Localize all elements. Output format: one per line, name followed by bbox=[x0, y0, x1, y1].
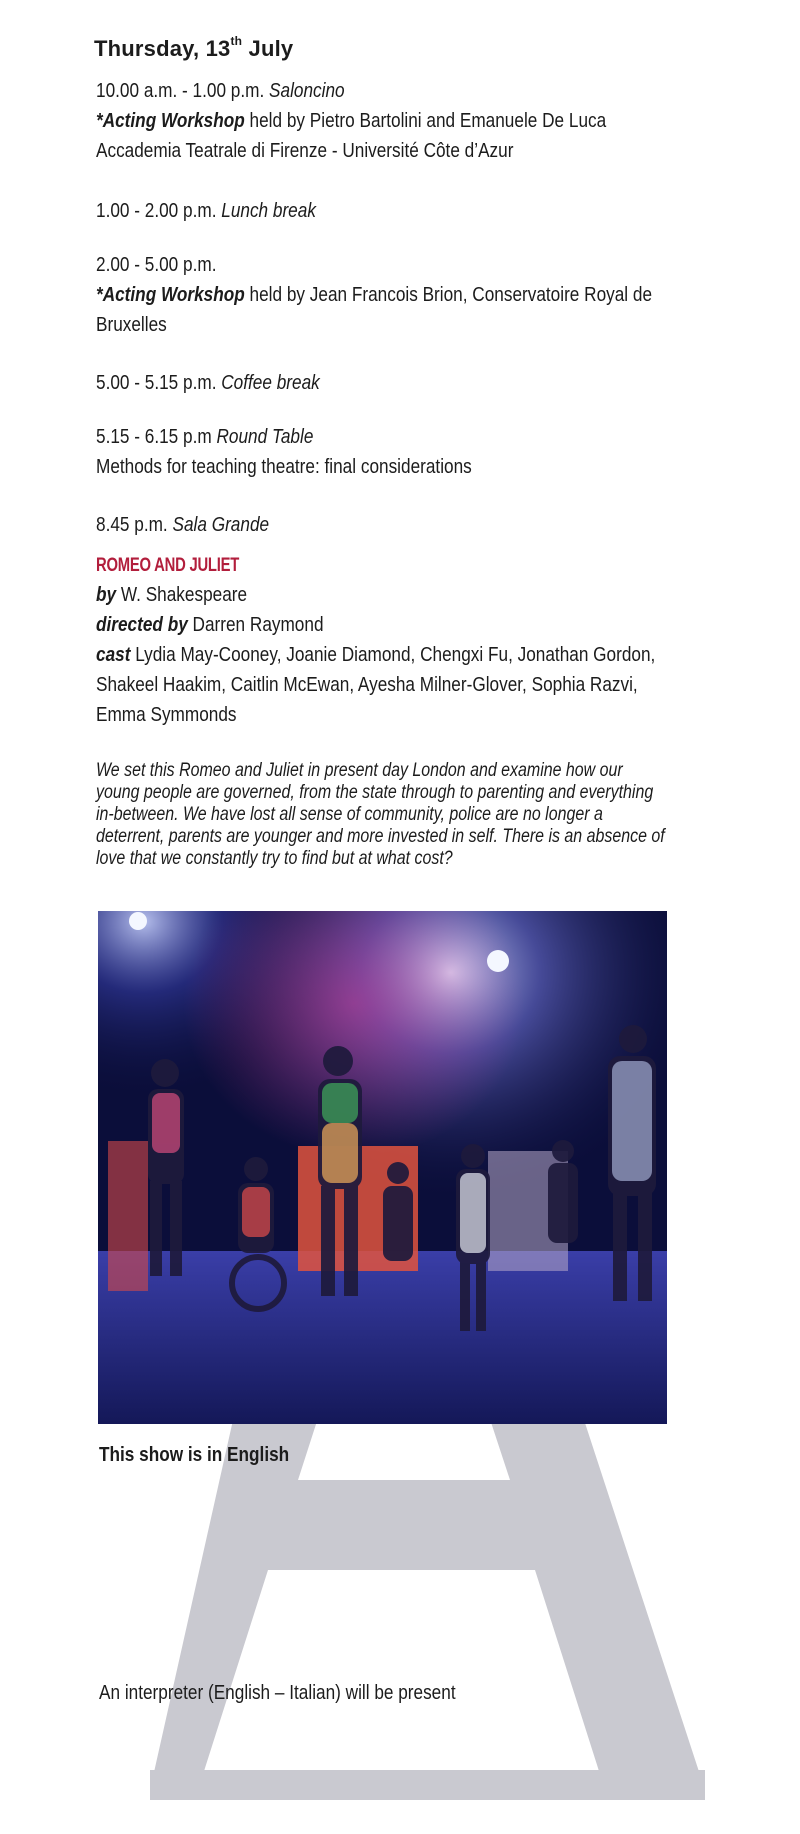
interpreter-note: An interpreter (English – Italian) will be present bbox=[99, 1682, 456, 1704]
description-line: young people are governed, from the state through to parenting and everything bbox=[96, 782, 654, 803]
block1-event-line: *Acting Workshop held by Pietro Bartolini and Emanuele De Luca bbox=[96, 110, 607, 132]
description-line: in-between. We have lost all sense of community, police are no longer a bbox=[96, 804, 603, 825]
block1-affiliation: Accademia Teatrale di Firenze - Université Côte d’Azur bbox=[96, 140, 514, 162]
stage-photo bbox=[98, 911, 667, 1424]
show-cast-line3: Emma Symmonds bbox=[96, 704, 237, 726]
block3-time: 2.00 - 5.00 p.m. bbox=[96, 254, 217, 276]
block4-line: 5.00 - 5.15 p.m. Coffee break bbox=[96, 372, 320, 394]
show-cast-line2: Shakeel Haakim, Caitlin McEwan, Ayesha Milner-Glover, Sophia Razvi, bbox=[96, 674, 638, 696]
day-heading: Thursday, 13th July bbox=[94, 34, 294, 61]
show-author-line: by W. Shakespeare bbox=[96, 584, 248, 606]
block5-topic: Methods for teaching theatre: final considerations bbox=[96, 456, 472, 478]
show-cast-line1: cast Lydia May-Cooney, Joanie Diamond, Chengxi Fu, Jonathan Gordon, bbox=[96, 644, 656, 666]
show-description bbox=[96, 760, 665, 870]
language-note: This show is in English bbox=[99, 1444, 290, 1466]
show-title: ROMEO AND JULIET bbox=[96, 555, 240, 576]
description-line: love that we constantly try to find but at what cost? bbox=[96, 848, 453, 869]
description-line: We set this Romeo and Juliet in present day London and examine how our bbox=[96, 760, 623, 781]
block6-line: 8.45 p.m. Sala Grande bbox=[96, 514, 270, 536]
block5-line: 5.15 - 6.15 p.m Round Table bbox=[96, 426, 314, 448]
description-line: deterrent, parents are younger and more invested in self. There is an absence of bbox=[96, 826, 665, 847]
block2-line: 1.00 - 2.00 p.m. Lunch break bbox=[96, 200, 316, 222]
block1-time-line: 10.00 a.m. - 1.00 p.m. Saloncino bbox=[96, 80, 345, 102]
block3-event-line: *Acting Workshop held by Jean Francois Brion, Conservatoire Royal de bbox=[96, 284, 653, 306]
block3-event-line2: Bruxelles bbox=[96, 314, 167, 336]
show-director-line: directed by Darren Raymond bbox=[96, 614, 324, 636]
